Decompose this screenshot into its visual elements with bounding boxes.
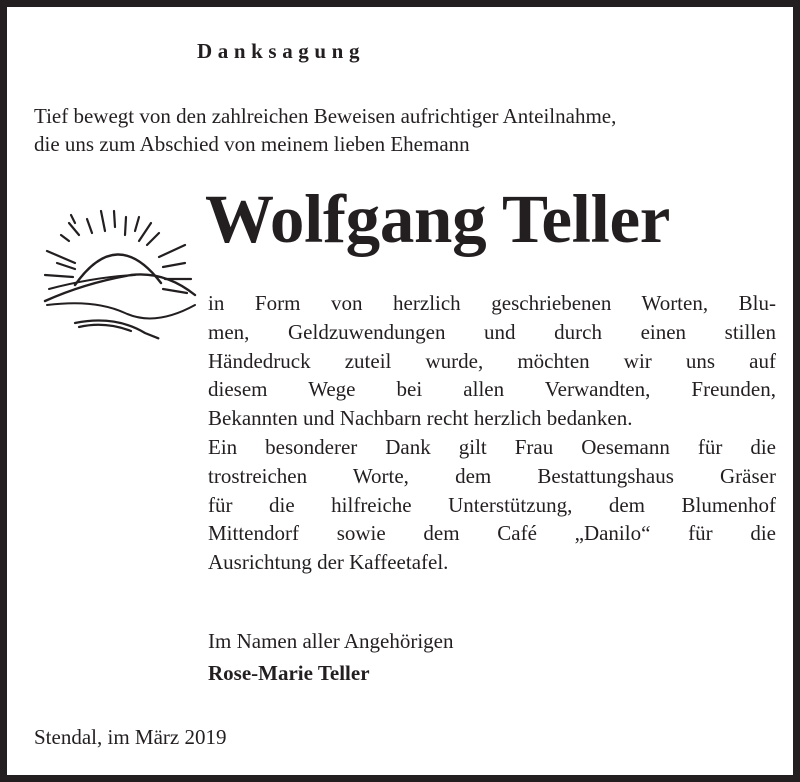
intro-line: Tief bewegt von den zahlreichen Beweisen aufrichtiger Anteilnahme,	[34, 104, 617, 128]
signature-name: Rose-Marie Teller	[208, 661, 370, 685]
intro-line: die uns zum Abschied von meinem lieben Ehemann	[34, 132, 470, 156]
intro-text	[34, 102, 784, 158]
body-line: diesem Wege bei allen Verwandten, Freunden,	[208, 377, 776, 402]
body-text	[208, 289, 776, 577]
body-line: trostreichen Worte, dem Bestattungshaus Gräser	[208, 463, 776, 488]
body-line: Bekannten und Nachbarn recht herzlich bedanken.	[208, 406, 633, 431]
notice-heading: Danksagung	[197, 39, 366, 63]
body-line: Händedruck zuteil wurde, möchten wir uns auf	[208, 348, 776, 373]
body-line: in Form von herzlich geschriebenen Worten, Blu-	[208, 291, 776, 315]
body-line: Ausrichtung der Kaffeetafel.	[208, 550, 449, 575]
sunrise-over-hills-icon	[35, 205, 197, 345]
body-line: Ein besonderer Dank gilt Frau Oesemann für die	[208, 434, 776, 459]
body-line: für die hilfreiche Unterstützung, dem Blumenhof	[208, 492, 776, 517]
deceased-name: Wolfgang Teller	[205, 181, 671, 257]
body-line: Mittendorf sowie dem Café „Danilo“ für die	[208, 521, 776, 546]
place-date: Stendal, im März 2019	[34, 725, 227, 749]
body-line: men, Geldzuwendungen und durch einen stillen	[208, 319, 776, 344]
signature-intro: Im Namen aller Angehörigen	[208, 629, 454, 653]
